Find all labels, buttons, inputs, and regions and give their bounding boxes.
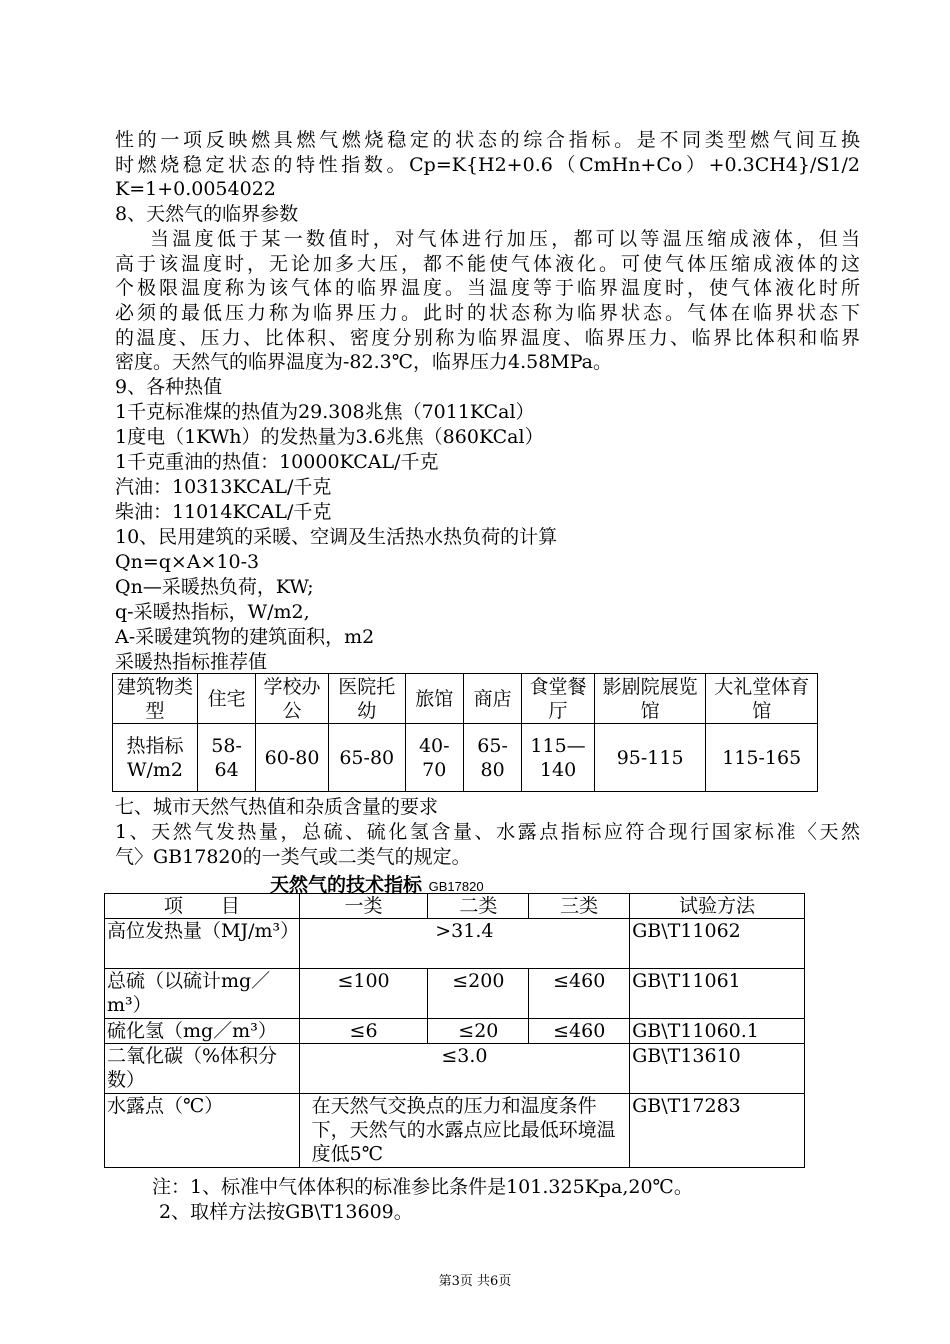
gas-spec-table (104, 893, 805, 1168)
paragraph-line: 时燃烧稳定状态的特性指数。Cp=K{H2+0.6（CmHn+Co）+0.3CH4}/S1/2 (115, 154, 860, 176)
value-cell: ≤20 (428, 1019, 529, 1044)
table-cell: 热指标W/m2 (113, 724, 198, 792)
table-header-cell: 住宅 (197, 674, 255, 724)
table-cell: 115—140 (522, 724, 595, 792)
table-header-cell: 大礼堂体育馆 (706, 674, 818, 724)
paragraph-line: 柴油：11014KCAL/千克 (115, 501, 332, 523)
table-header-row (105, 894, 805, 919)
paragraph-line: K=1+0.0054022 (115, 178, 276, 200)
paragraph-line: 1千克重油的热值：10000KCAL/千克 (115, 451, 439, 473)
table-title-heat-index: 采暖热指标推荐值 (115, 651, 268, 673)
caption-standard: GB17820 (428, 879, 484, 894)
table-header-row (113, 674, 818, 724)
paragraph-line: 密度。天然气的临界温度为-82.3℃，临界压力4.58MPa。 (115, 351, 612, 373)
table-cell: 95-115 (594, 724, 706, 792)
table-header-cell: 二类 (428, 894, 529, 919)
paragraph-line: 的温度、压力、比体积、密度分别称为临界温度、临界压力、临界比体积和临界 (115, 327, 860, 349)
table-header-cell: 食堂餐厅 (522, 674, 595, 724)
table-cell: 65-80 (328, 724, 405, 792)
section-heading-gas-requirements: 七、城市天然气热值和杂质含量的要求 (115, 796, 439, 818)
table-header-cell: 试验方法 (630, 894, 805, 919)
table-cell: 58-64 (197, 724, 255, 792)
value-cell: ≤200 (428, 969, 529, 1019)
method-cell: GB\T17283 (630, 1094, 805, 1168)
paragraph-line: Qn—采暖热负荷，KW; (115, 576, 314, 598)
table-header-cell: 三类 (529, 894, 630, 919)
item-cell: 总硫（以硫计mg／m³） (105, 969, 300, 1019)
value-cell: ≤100 (299, 969, 428, 1019)
table-header-cell: 学校办公 (256, 674, 329, 724)
paragraph-line: 1度电（1KWh）的发热量为3.6兆焦（860KCal） (115, 426, 544, 448)
method-cell: GB\T11062 (630, 919, 805, 969)
formula-line: Qn=q×A×10-3 (115, 551, 260, 573)
table-header-cell: 项 目 (105, 894, 300, 919)
paragraph-line: 1、天然气发热量，总硫、硫化氢含量、水露点指标应符合现行国家标准〈天然 (115, 821, 860, 843)
table-header-cell: 医院托幼 (328, 674, 405, 724)
table-header-cell: 商店 (463, 674, 521, 724)
method-cell: GB\T13610 (630, 1044, 805, 1094)
paragraph-line: 必须的最低压力称为临界压力。此时的状态称为临界状态。气体在临界状态下 (115, 302, 860, 324)
paragraph-line: A-采暖建筑物的建筑面积，m2 (115, 626, 375, 648)
table-header-cell: 建筑物类型 (113, 674, 198, 724)
note-line: 2、取样方法按GB\T13609。 (159, 1201, 413, 1223)
table-cell: 115-165 (706, 724, 818, 792)
table-row (105, 919, 805, 969)
paragraph-line: 气〉GB17820的一类气或二类气的规定。 (115, 846, 471, 868)
paragraph-line: 汽油：10313KCAL/千克 (115, 476, 332, 498)
table-cell: 40-70 (405, 724, 463, 792)
section-heading-critical-params: 8、天然气的临界参数 (115, 203, 299, 225)
merged-value-cell: 在天然气交换点的压力和温度条件下，天然气的水露点应比最低环境温度低5℃ (299, 1094, 629, 1168)
table-row (105, 1019, 805, 1044)
paragraph-line: 性的一项反映燃具燃气燃烧稳定的状态的综合指标。是不同类型燃气间互换 (115, 129, 860, 151)
value-cell: ≤460 (529, 969, 630, 1019)
item-cell: 二氧化碳（%体积分数） (105, 1044, 300, 1094)
note-line: 注：1、标准中气体体积的标准参比条件是101.325Kpa,20℃。 (152, 1176, 693, 1198)
caption-title: 天然气的技术指标 (270, 874, 423, 896)
table-header-cell: 一类 (299, 894, 428, 919)
table-row (105, 1094, 805, 1168)
item-cell: 高位发热量（MJ/m³） (105, 919, 300, 969)
item-cell: 硫化氢（mg／m³） (105, 1019, 300, 1044)
method-cell: GB\T11060.1 (630, 1019, 805, 1044)
table-row (113, 724, 818, 792)
merged-value-cell: ≤3.0 (299, 1044, 629, 1094)
table-cell: 60-80 (256, 724, 329, 792)
paragraph-line: 高于该温度时，无论加多大压，都不能使气体液化。可使气体压缩成液体的这 (115, 253, 860, 275)
heat-index-table (112, 673, 818, 792)
table-row (105, 969, 805, 1019)
paragraph-line: q-采暖热指标，W/m2, (115, 601, 310, 623)
section-heading-heat-values: 9、各种热值 (115, 376, 223, 398)
page-footer: 第3页 共6页 (438, 1274, 512, 1289)
paragraph-line: 个极限温度称为该气体的临界温度。当温度等于临界温度时，使气体液化时所 (115, 277, 860, 299)
table-header-cell: 影剧院展览馆 (594, 674, 706, 724)
table-cell: 65-80 (463, 724, 521, 792)
merged-value-cell: >31.4 (299, 919, 629, 969)
table-header-cell: 旅馆 (405, 674, 463, 724)
value-cell: ≤6 (299, 1019, 428, 1044)
section-heading-heat-load: 10、民用建筑的采暖、空调及生活热水热负荷的计算 (115, 526, 558, 548)
method-cell: GB\T11061 (630, 969, 805, 1019)
item-cell: 水露点（℃） (105, 1094, 300, 1168)
value-cell: ≤460 (529, 1019, 630, 1044)
paragraph-line: 1千克标准煤的热值为29.308兆焦（7011KCal） (115, 401, 535, 423)
table-row (105, 1044, 805, 1094)
paragraph-line: 当温度低于某一数值时，对气体进行加压，都可以等温压缩成液体，但当 (150, 228, 860, 250)
